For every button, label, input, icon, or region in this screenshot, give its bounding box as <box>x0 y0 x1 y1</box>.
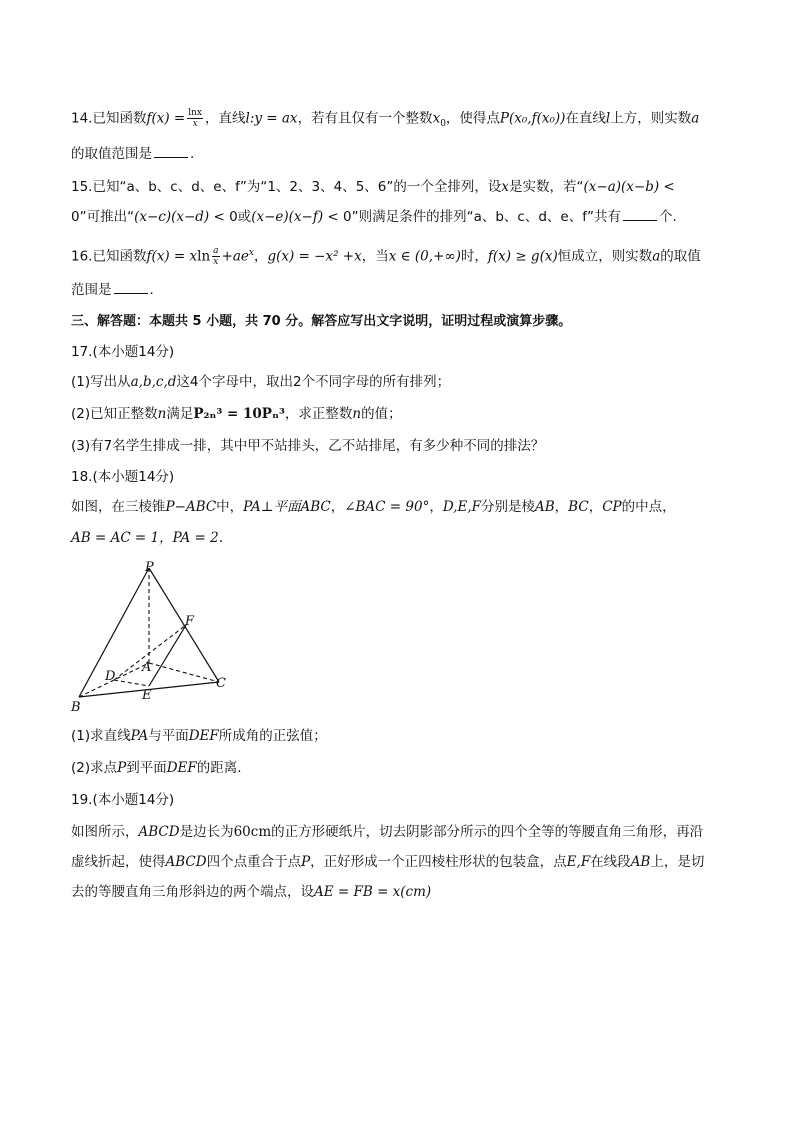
q18-math: PA <box>130 728 149 744</box>
q19-text: 在线段 <box>590 854 631 870</box>
q19-text: 去的等腰直角三角形斜边的两个端点，设 <box>71 884 314 900</box>
q16-a: a <box>652 248 661 265</box>
q18-math: PA⊥平面ABC <box>243 499 331 515</box>
q17-part1 <box>71 372 450 392</box>
q16-line2 <box>71 280 154 300</box>
q17-part3: (3)有7名学生排成一排，其中甲不站排头，乙不站排尾，有多少种不同的排法？ <box>71 438 545 454</box>
q15-text: < 0或 <box>209 209 252 225</box>
q18-text: 到平面 <box>126 760 167 776</box>
q19-text: 虚线折起，使得 <box>71 854 166 870</box>
q18-text: (2)求点 <box>71 760 118 776</box>
q18-sub2 <box>71 758 242 778</box>
q18-math: P <box>117 760 127 776</box>
q17-title: 17.(本小题14分) <box>71 344 175 360</box>
q18-math: BC <box>568 499 589 515</box>
q18-text: 与平面 <box>148 728 189 744</box>
q18-text: ， <box>588 499 603 515</box>
q15-expr1: (x−a)(x−b) < <box>583 179 675 195</box>
q19-math: ABCD <box>138 824 180 840</box>
q17-text: (2)已知正整数 <box>71 406 158 422</box>
q16-plus: +ae <box>221 248 249 265</box>
q15-text: 个. <box>658 209 677 225</box>
q14-line-eq: l:y = ax <box>245 110 298 127</box>
q18-text: 的距离. <box>196 760 242 776</box>
label-f: F <box>185 614 195 629</box>
q14-text: 的取值范围是 <box>71 146 152 162</box>
q15-line1 <box>71 177 675 197</box>
q14-prefix: 14.已知函数 <box>71 110 147 127</box>
q14-line1: 14.已知函数f(x) = $\frac{\ln x}{x}$ ，直线l:y = ax，若有且仅有一个整数$x_0$，使得点P(x₀,f(x₀))在直线l上方，则实数a <box>71 108 700 130</box>
q16-ln: ln <box>197 248 211 265</box>
q19-title: 19.(本小题14分) <box>71 792 175 808</box>
q16-text: 范围是 <box>71 282 112 298</box>
edge-pc <box>149 568 219 682</box>
q14-a: a <box>691 110 700 127</box>
tetrahedron-figure <box>66 558 246 718</box>
label-p: P <box>145 560 154 575</box>
q14-fx: f(x) = <box>146 110 186 127</box>
label-d: D <box>105 669 116 684</box>
q16-line1 <box>71 243 701 267</box>
q14-point: P(x₀,f(x₀)) <box>499 110 566 127</box>
segment-de <box>114 680 149 686</box>
q17-part2 <box>71 404 402 424</box>
q18-text: 如图，在三棱锥 <box>71 499 166 515</box>
q18-text: 的中点， <box>621 499 676 515</box>
q17-n: n <box>352 406 362 422</box>
q17-letters: a,b,c,d <box>130 374 177 390</box>
q17-text: ，求正整数 <box>284 406 353 422</box>
q16-text: 恒成立，则实数 <box>557 248 653 265</box>
label-e: E <box>142 688 152 703</box>
label-a: A <box>142 660 152 675</box>
q14-text: ，直线 <box>205 110 246 127</box>
q15-expr3: (x−e)(x−f) <box>251 209 324 225</box>
q19-math: AE = FB = x(cm) <box>314 884 432 900</box>
q18-line2: AB = AC = 1，PA = 2. <box>71 530 223 546</box>
q19-text: 是边长为 <box>179 824 234 840</box>
section-heading: 三、解答题：本题共 5 小题，共 70 分。解答应写出文字说明，证明过程或演算步骤。 <box>71 314 572 329</box>
q17-n: n <box>157 406 167 422</box>
q14-frac-num: lnx <box>188 108 202 118</box>
q16-text: ，当 <box>361 248 389 265</box>
q18-math: CP <box>602 499 622 515</box>
q14-frac-den: x <box>192 119 198 129</box>
q19-math: 60cm <box>233 824 272 840</box>
q18-text: ， <box>554 499 569 515</box>
q19-line2 <box>71 852 704 872</box>
q19-line3 <box>71 882 431 902</box>
q17-text: 满足 <box>166 406 194 422</box>
q14-l: l <box>605 110 611 127</box>
q19-math: E,F <box>566 854 591 870</box>
q16-text: 的取值 <box>660 248 701 265</box>
answer-blank <box>114 281 148 294</box>
q16-sup: x <box>248 248 254 258</box>
q16-text: 时， <box>460 248 488 265</box>
q18-text: ， <box>330 499 345 515</box>
q19-math: P <box>301 854 311 870</box>
q16-fraction <box>212 246 219 267</box>
q19-text: 如图所示， <box>71 824 139 840</box>
q15-text: 是实数，若“ <box>509 179 584 195</box>
label-b: B <box>71 700 81 715</box>
q16-text: ， <box>253 248 268 265</box>
q18-text: (1)求直线 <box>71 728 131 744</box>
q18-text: ， <box>429 499 443 515</box>
q16-frac-den: x <box>213 257 219 267</box>
q14-fraction <box>187 108 203 129</box>
answer-blank <box>623 208 657 221</box>
q18-line1 <box>71 497 676 517</box>
segment-ef <box>149 625 186 686</box>
q19-text: 四个点重合于点 <box>206 854 302 870</box>
q14-text: ，使得点 <box>445 110 500 127</box>
q15-expr2: (x−c)(x−d) <box>134 209 210 225</box>
q18-math: P−ABC <box>165 499 217 515</box>
q14-end: . <box>190 146 195 162</box>
q16-ineq: f(x) ≥ g(x) <box>487 248 558 265</box>
q15-x: x <box>501 179 509 195</box>
q15-text: 0”可推出“ <box>71 209 135 225</box>
q16-frac-num: a <box>213 246 219 256</box>
q15-text: 15.已知“a、b、c、d、e、f”为“1、2、3、4、5、6”的一个全排列，设 <box>71 179 502 195</box>
q17-text: 这4个字母中，取出2个不同字母的所有排列； <box>176 374 451 390</box>
q16-fx: f(x) = x <box>146 248 198 265</box>
q17-text: 的值； <box>361 406 402 422</box>
q16-cond: x ∈ (0,+∞) <box>388 248 461 265</box>
q19-text: 上，是切 <box>650 854 705 870</box>
q19-text: 的正方形硬纸片，切去阴影部分所示的四个全等的等腰直角三角形，再沿 <box>271 824 704 840</box>
q17-permutation-expr: P₂ₙ³ = 10Pₙ³ <box>193 406 285 422</box>
q16-end: . <box>149 282 154 298</box>
q19-math: AB <box>630 854 651 870</box>
q16-gx: g(x) = −x² +x <box>267 248 362 265</box>
q14-x0: x <box>432 110 441 127</box>
q18-text: 分别是棱 <box>481 499 535 515</box>
q14-line2 <box>71 144 194 164</box>
q18-math: ∠BAC = 90° <box>344 499 430 515</box>
q17-text: (1)写出从 <box>71 374 131 390</box>
q18-math: DEF <box>188 728 219 744</box>
q18-math: AB <box>535 499 555 515</box>
label-c: C <box>216 676 226 691</box>
q18-math: D,E,F <box>442 499 481 515</box>
q18-math: DEF <box>166 760 197 776</box>
q15-line2 <box>71 207 677 227</box>
q18-sub1 <box>71 726 327 746</box>
q16-prefix: 16.已知函数 <box>71 248 147 265</box>
q14-text: 上方，则实数 <box>610 110 692 127</box>
q18-title: 18.(本小题14分) <box>71 469 175 485</box>
q19-line1 <box>71 822 703 842</box>
q18-text: 中， <box>216 499 244 515</box>
q19-text: ，正好形成一个正四棱柱形状的包装盒，点 <box>310 854 567 870</box>
q19-math: ABCD <box>165 854 207 870</box>
q18-text: 所成角的正弦值； <box>218 728 327 744</box>
q15-text: < 0”则满足条件的排列“a、b、c、d、e、f”共有 <box>323 209 621 225</box>
answer-blank <box>154 145 188 158</box>
q14-text: 在直线 <box>565 110 606 127</box>
q14-text: ，若有且仅有一个整数 <box>297 110 433 127</box>
